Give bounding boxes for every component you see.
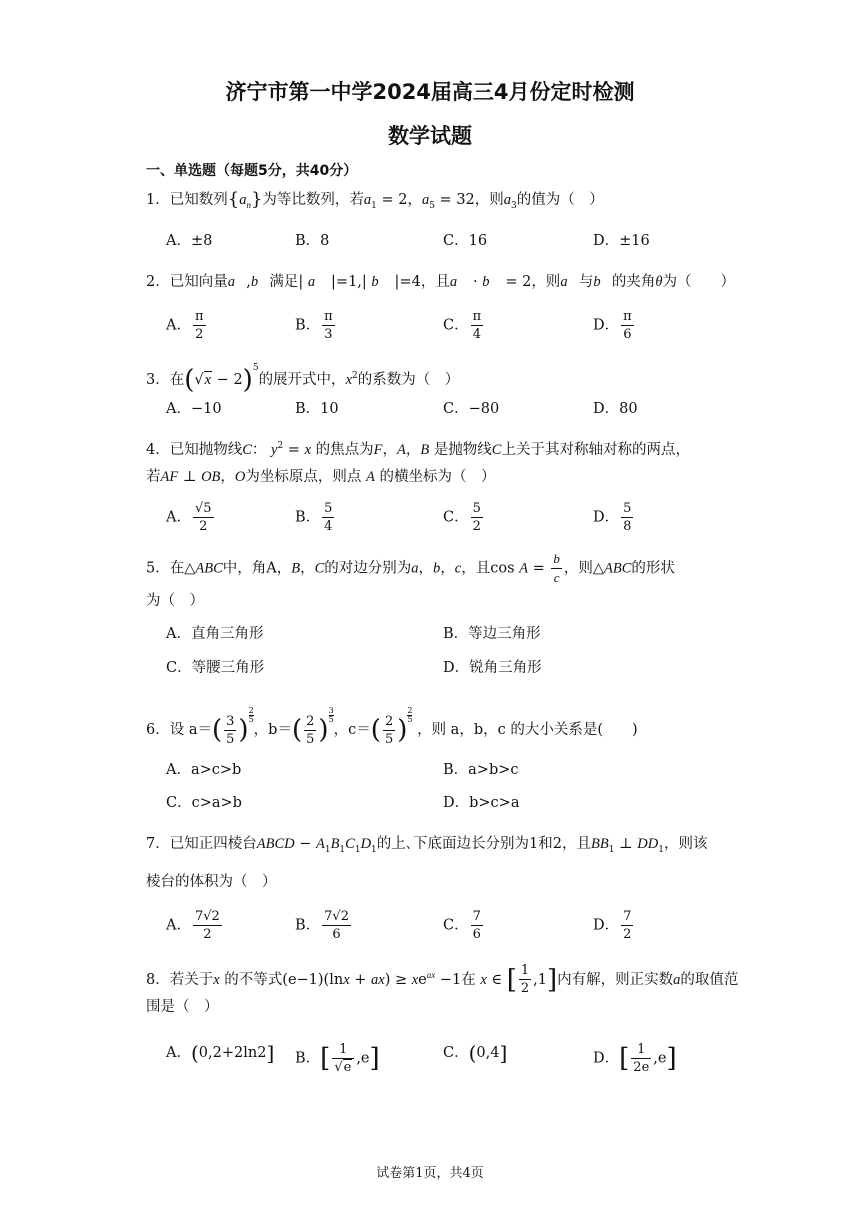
question-4-line-2: 若AF ⊥ OB，O为坐标原点，则点 A 的横坐标为（ ） xyxy=(146,469,496,485)
q3-option-b[interactable]: B．10 xyxy=(295,401,339,417)
q3-option-c[interactable]: C．−80 xyxy=(443,401,500,417)
q5-option-b[interactable]: B．等边三角形 xyxy=(443,626,541,642)
q1-option-d[interactable]: D．±16 xyxy=(593,233,650,249)
q3-option-d[interactable]: D．80 xyxy=(593,401,638,417)
question-5-line-1: 5．在△ABC中，角A，B，C的对边分别为a，b，c，且cos A = $\frac{b}{c}$ ，则△ABC的形状 xyxy=(146,551,675,585)
question-8-line-1: 8．若关于x 的不等式$(e-1)(\ln x + ax) \ge xe^{ax} -1$在 x ∈ [ $\frac{1}{2}$ ,1]内有解，则正实数a的取值范 xyxy=(146,963,739,997)
q1-option-c[interactable]: C．16 xyxy=(443,233,488,249)
exam-title: 济宁市第一中学2024届高三4月份定时检测 xyxy=(225,80,635,104)
q1-option-a[interactable]: A．±8 xyxy=(166,233,213,249)
q8-option-d[interactable]: D．[ $\frac{1}{2e}$ ,e] xyxy=(593,1042,677,1075)
q2-option-d[interactable]: D． $\frac{\pi}{6}$ xyxy=(593,309,632,342)
question-1: 1．已知数列$\{a_n\}$为等比数列，若$a_1 = 2$，$a_5 = 32$，则$a_3$的值为（ ） xyxy=(146,189,604,211)
question-3: 3．在$(√x - 2)^5$的展开式中，$x^2$的系数为（ ） xyxy=(146,363,460,395)
q5-option-d[interactable]: D．锐角三角形 xyxy=(443,660,542,676)
question-4-line-1: 4．已知抛物线C： $y^2 = x$ 的焦点为F，A，B 是抛物线C上关于其对称轴对称的两点， xyxy=(146,441,690,458)
exam-subtitle: 数学试题 xyxy=(388,124,472,148)
question-7-line-2: 棱台的体积为（ ） xyxy=(146,874,277,890)
q2-option-c[interactable]: C． $\frac{\pi}{4}$ xyxy=(443,309,482,342)
q1-option-b[interactable]: B．8 xyxy=(295,233,330,249)
q7-option-d[interactable]: D． $\frac{7}{2}$ xyxy=(593,909,632,942)
q4-option-a[interactable]: A． $\frac{√5}{2}$ xyxy=(166,501,212,534)
question-7-line-1: 7．已知正四棱台ABCD − $A_1B_1C_1D_1$的上､下底面边长分别为1和2，且$BB_1$ ⊥ $DD_1$，则该 xyxy=(146,836,708,855)
q6-option-c[interactable]: C．c>a>b xyxy=(166,795,242,811)
section-heading: 一、单选题（每题5分，共40分） xyxy=(146,163,358,179)
question-5-line-2: 为（ ） xyxy=(146,593,204,609)
q6-option-b[interactable]: B．a>b>c xyxy=(443,762,519,778)
page-footer: 试卷第1页，共4页 xyxy=(376,1166,484,1181)
q4-option-d[interactable]: D． $\frac{5}{8}$ xyxy=(593,501,632,534)
q7-option-a[interactable]: A． $\frac{7√2}{2}$ xyxy=(166,909,220,942)
q8-option-b[interactable]: B．[ $\frac{1}{√e}$ ,e] xyxy=(295,1042,380,1075)
q6-option-d[interactable]: D．b>c>a xyxy=(443,795,520,811)
q3-option-a[interactable]: A．−10 xyxy=(166,401,222,417)
q2-option-a[interactable]: A． $\frac{\pi}{2}$ xyxy=(166,309,204,342)
q7-option-c[interactable]: C． $\frac{7}{6}$ xyxy=(443,909,481,942)
q5-option-a[interactable]: A．直角三角形 xyxy=(166,626,264,642)
q4-option-b[interactable]: B． $\frac{5}{4}$ xyxy=(295,501,333,534)
q5-option-c[interactable]: C．等腰三角形 xyxy=(166,660,265,676)
question-6: 6．设 a＝( $\frac{3}{5}$ ) $\frac{2}{5}$ ，b＝( $\frac{2}{5}$ ) $\frac{3}{5}$ ，c＝( $\frac{2}{5}$ ) $\frac{2}{5}$ ，则 a，b，c 的大小关系是( ) xyxy=(146,706,638,747)
q4-option-c[interactable]: C． $\frac{5}{2}$ xyxy=(443,501,481,534)
q6-option-a[interactable]: A．a>c>b xyxy=(166,762,242,778)
q8-option-c[interactable]: C．(0,4] xyxy=(443,1041,508,1065)
question-8-line-2: 围是（ ） xyxy=(146,999,219,1015)
question-2: 2．已知向量a⃗,b⃗满足| a⃗ |=1,| b⃗ |=4，且a⃗ · b⃗ = 2，则a⃗与b⃗的夹角θ为（ ） xyxy=(146,274,735,290)
q8-option-a[interactable]: A．(0,2+2ln2] xyxy=(166,1041,275,1065)
q7-option-b[interactable]: B． $\frac{7√2}{6}$ xyxy=(295,909,349,942)
q2-option-b[interactable]: B． $\frac{\pi}{3}$ xyxy=(295,309,333,342)
